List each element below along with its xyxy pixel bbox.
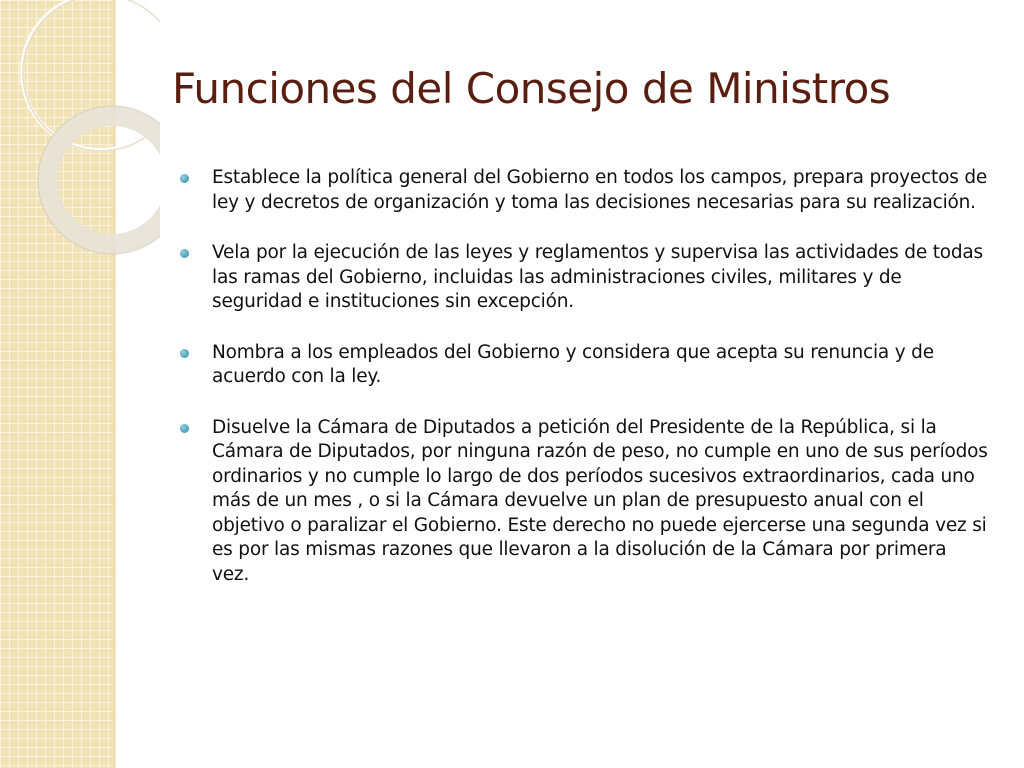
bullet-text: Establece la política general del Gobierno en todos los campos, prepara proyectos de ley y decretos de organización y toma las decisiones necesarias para su realización.: [212, 167, 988, 213]
bullet-list: [176, 166, 988, 613]
decorative-rings: [0, 0, 160, 260]
bullet-item: [176, 341, 988, 390]
bullet-text: Disuelve la Cámara de Diputados a petición del Presidente de la República, si la Cámara de Diputados, por ninguna razón de peso, no cumple en uno de sus períodos ordinarios y no cumple lo largo de dos períodos sucesivos extraordinarios, cada uno más de un mes , o si la Cámara devuelve un plan de presupuesto anual con el objetivo o paralizar el Gobierno. Este derecho no puede ejercerse una segunda vez si es por las mismas razones que llevaron a la disolución de la Cámara por primera vez.: [212, 416, 988, 585]
decorative-ring-lower: [48, 116, 160, 244]
bullet-item: [176, 241, 988, 315]
bullet-item: [176, 416, 988, 588]
bullet-dot-icon: [180, 349, 189, 358]
bullet-dot-icon: [180, 424, 189, 433]
bullet-dot-icon: [180, 249, 189, 258]
slide-title: Funciones del Consejo de Ministros: [172, 64, 891, 113]
bullet-text: Nombra a los empleados del Gobierno y considera que acepta su renuncia y de acuerdo con la ley.: [212, 341, 934, 387]
bullet-dot-icon: [180, 174, 189, 183]
bullet-text: Vela por la ejecución de las leyes y reglamentos y supervisa las actividades de todas las ramas del Gobierno, incluidas las administraciones civiles, militares y de seguridad e instituciones sin excepción.: [212, 242, 983, 312]
bullet-item: [176, 166, 988, 215]
